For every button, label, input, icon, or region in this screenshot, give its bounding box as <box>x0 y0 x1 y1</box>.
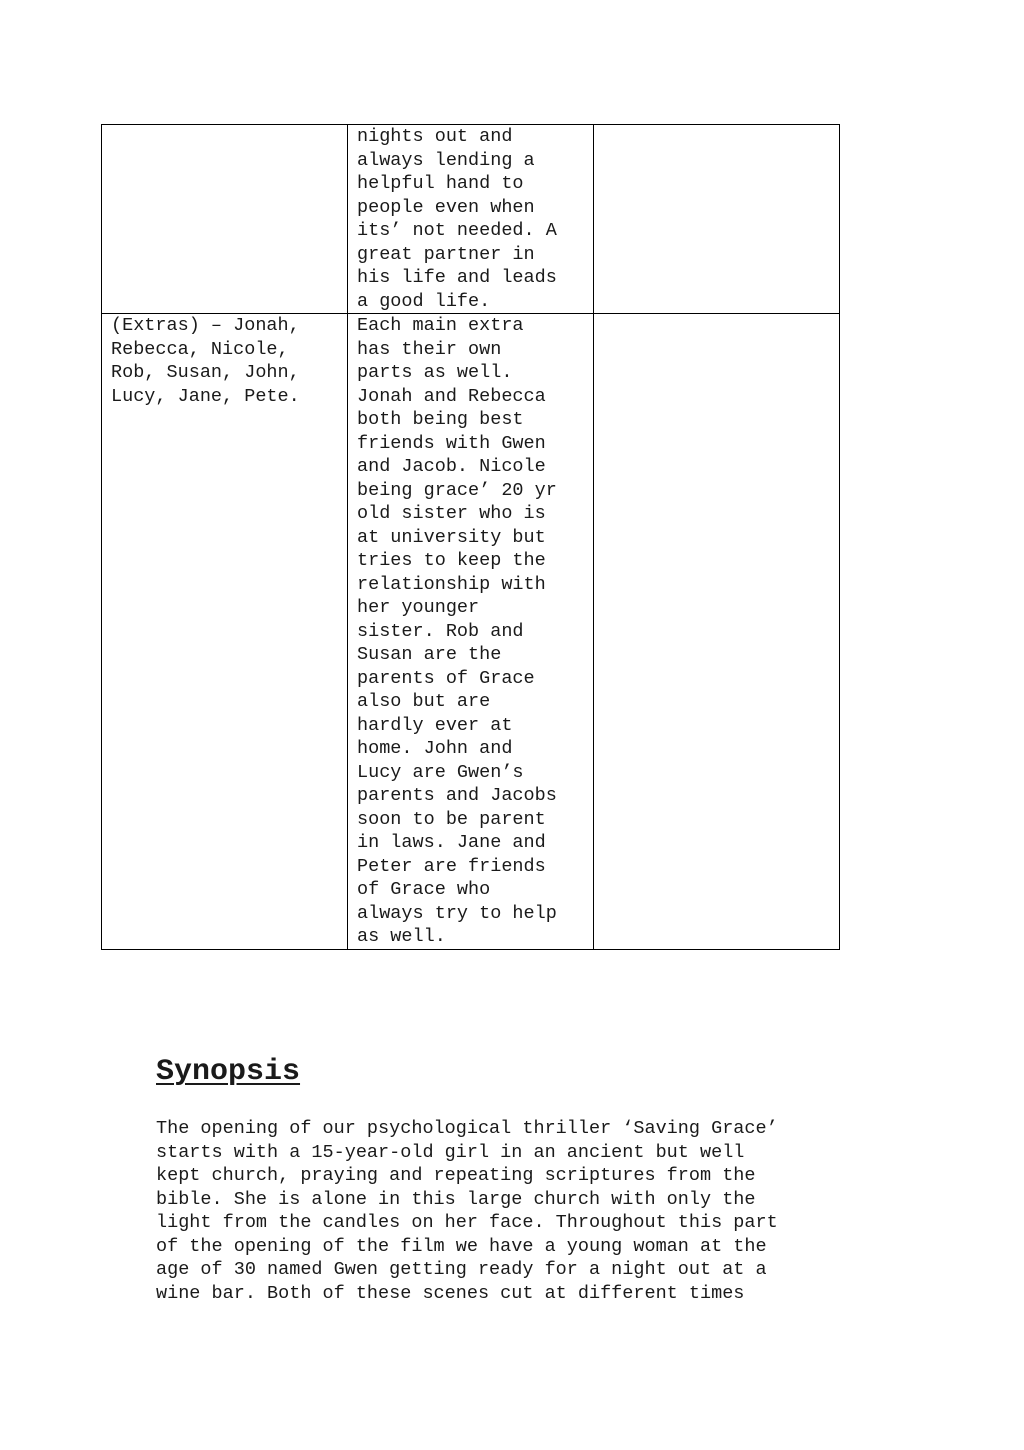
character-table <box>101 124 840 950</box>
synopsis-paragraph: The opening of our psychological thriller ‘Saving Grace’ starts with a 15-year-old girl in an ancient but well kept church, praying and repeating scriptures from the bible. She is alone in this large church with only the light from the candles on her face. Throughout this part of the opening of the film we have a young woman at the age of 30 named Gwen getting ready for a night out at a wine bar. Both of these scenes cut at different times <box>156 1118 778 1304</box>
character-notes-cell <box>594 125 840 314</box>
character-notes-cell <box>594 314 840 950</box>
table-row <box>102 314 840 950</box>
character-description-cell: Each main extra has their own parts as well. Jonah and Rebecca both being best friends with Gwen and Jacob. Nicole being grace’ 20 yr old sister who is at university but tries to keep the relationship with her younger sister. Rob and Susan are the parents of Grace also but are hardly ever at home. John and Lucy are Gwen’s parents and Jacobs soon to be parent in laws. Jane and Peter are friends of Grace who always try to help as well. <box>348 314 594 950</box>
synopsis-heading: Synopsis <box>156 1055 301 1089</box>
table-row <box>102 125 840 314</box>
character-name-cell <box>102 125 348 314</box>
character-description-cell: nights out and always lending a helpful hand to people even when its’ not needed. A great partner in his life and leads a good life. <box>348 125 594 314</box>
character-name-cell: (Extras) – Jonah, Rebecca, Nicole, Rob, Susan, John, Lucy, Jane, Pete. <box>102 314 348 950</box>
